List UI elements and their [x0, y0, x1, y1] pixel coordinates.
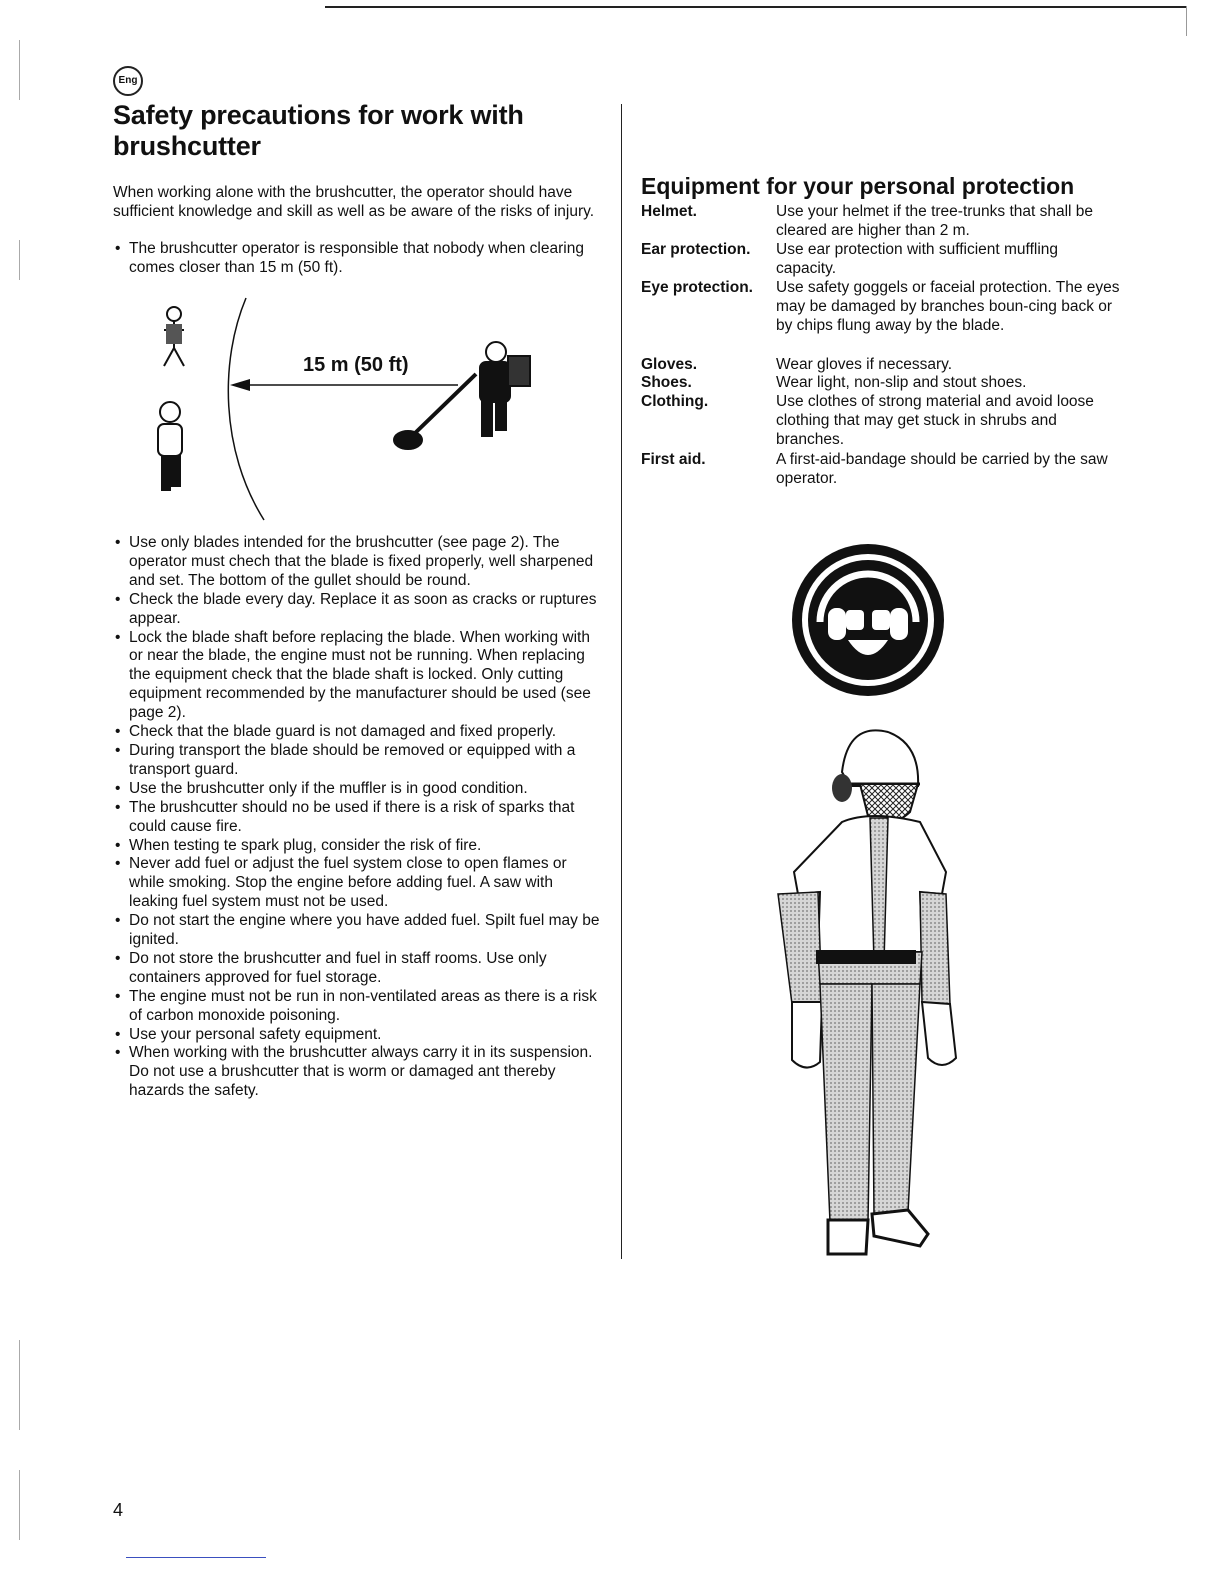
page-title: Safety precautions for work with brushcutter	[113, 100, 524, 161]
operator-figure	[394, 342, 530, 449]
list-item: • Use your personal safety equipment.	[113, 1026, 603, 1045]
equipment-desc: Wear gloves if necessary.	[776, 356, 953, 373]
list-item: • Use only blades intended for the brushcutter (see page 2). The operator must chech that the blade is fixed properly, well sharpened and set. The bottom of the gullet should be round.	[113, 534, 603, 591]
bullet-list-top	[113, 240, 603, 278]
list-item: • Lock the blade shaft before replacing the blade. When working with or near the blade, the engine must not be running. When replacing the equipment check that the blade shaft is locked. Only cutting equipment recommended by the manufacturer should be used (see page 2).	[113, 629, 603, 724]
footer-rule	[126, 1557, 266, 1558]
language-badge: Eng	[113, 66, 143, 96]
list-item: • When working with the brushcutter always carry it in its suspension. Do not use a brushcutter that is worm or damaged ant thereby hazards the safety.	[113, 1044, 603, 1101]
equipment-term: Clothing.	[641, 393, 709, 410]
equipment-term: Gloves.	[641, 356, 697, 373]
protective-equipment-sign-icon	[790, 542, 946, 698]
equipment-desc: Wear light, non-slip and stout shoes.	[776, 374, 1027, 391]
safety-distance-diagram	[140, 290, 560, 525]
equipment-desc: A first-aid-bandage should be carried by the saw operator.	[776, 451, 1108, 487]
margin-mark	[19, 1340, 20, 1430]
list-item: • Do not store the brushcutter and fuel in staff rooms. Use only containers approved for fuel storage.	[113, 950, 603, 988]
list-item: • The brushcutter should no be used if there is a risk of sparks that could cause fire.	[113, 799, 603, 837]
protective-clothing-illustration	[770, 722, 970, 1262]
equipment-term: First aid.	[641, 451, 706, 468]
equipment-desc: Use safety goggels or faceial protection. The eyes may be damaged by branches boun-cing back or by chips flung away by the blade.	[776, 279, 1120, 334]
equipment-term: Shoes.	[641, 374, 692, 391]
bullet-list-main	[113, 534, 603, 1101]
distance-arc	[228, 298, 264, 520]
margin-mark	[19, 240, 20, 280]
equipment-term: Eye protection.	[641, 279, 753, 296]
list-item: • Check the blade every day. Replace it as soon as cracks or ruptures appear.	[113, 591, 603, 629]
equipment-desc: Use ear protection with sufficient muffling capacity.	[776, 241, 1059, 277]
list-item: • Use the brushcutter only if the muffler is in good condition.	[113, 780, 603, 799]
margin-mark	[19, 1470, 20, 1540]
list-item: • When testing te spark plug, consider the risk of fire.	[113, 837, 603, 856]
distance-label: 15 m (50 ft)	[303, 354, 409, 376]
margin-mark	[19, 40, 20, 100]
equipment-desc: Use your helmet if the tree-trunks that shall be cleared are higher than 2 m.	[776, 203, 1094, 239]
bystander-figure	[164, 307, 184, 366]
top-rule	[325, 6, 1187, 8]
list-item: • Do not start the engine where you have added fuel. Spilt fuel may be ignited.	[113, 912, 603, 950]
list-item: • Never add fuel or adjust the fuel system close to open flames or while smoking. Stop the engine before adding fuel. A saw with leaking fuel system must not be used.	[113, 855, 603, 912]
equipment-term: Ear protection.	[641, 241, 751, 258]
distance-arrow-head	[230, 379, 250, 391]
intro-paragraph: When working alone with the brushcutter, the operator should have sufficient knowledge and skill as well as be aware of the risks of injury.	[113, 184, 595, 220]
column-divider	[621, 104, 622, 1259]
equipment-title: Equipment for your personal protection	[641, 173, 1075, 199]
top-rule-edge	[1186, 6, 1187, 36]
page-number: 4	[113, 1500, 124, 1520]
list-item: • The engine must not be run in non-ventilated areas as there is a risk of carbon monoxide poisoning.	[113, 988, 603, 1026]
list-item: • Check that the blade guard is not damaged and fixed properly.	[113, 723, 603, 742]
list-item: • During transport the blade should be removed or equipped with a transport guard.	[113, 742, 603, 780]
list-item: • The brushcutter operator is responsible that nobody when clearing comes closer than 15 m (50 ft).	[113, 240, 603, 278]
equipment-desc: Use clothes of strong material and avoid loose clothing that may get stuck in shrubs and branches.	[776, 393, 1094, 448]
bystander-figure	[158, 402, 182, 490]
equipment-term: Helmet.	[641, 203, 697, 220]
